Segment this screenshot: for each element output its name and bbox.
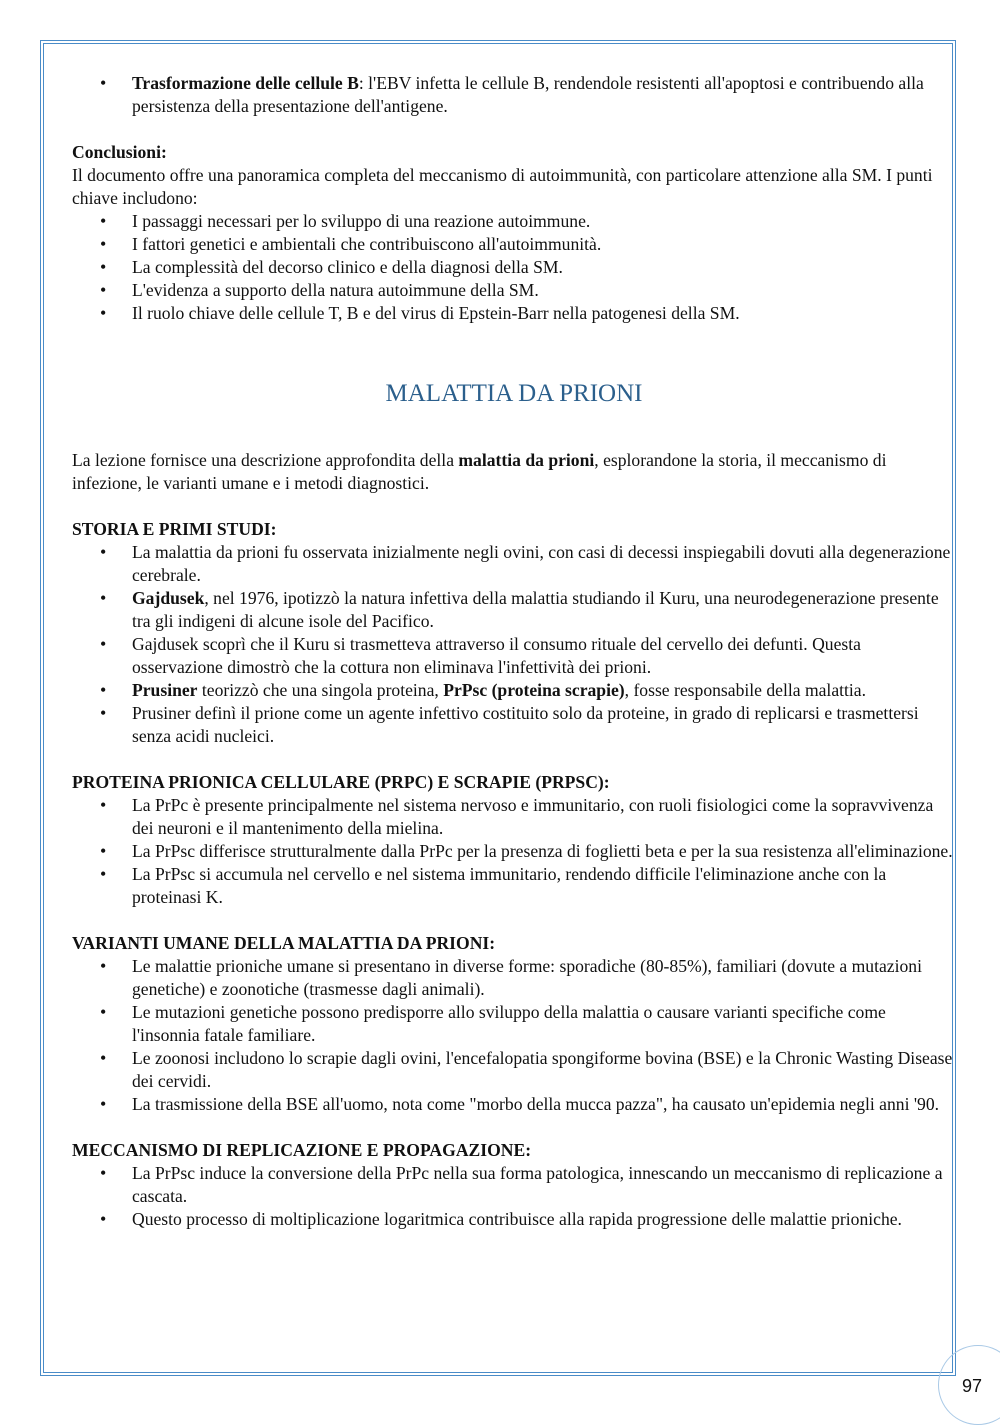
list-item-text: : l'EBV infetta le cellule B, rendendole resistenti all'apoptosi e contribuendo alla persistenza della presentazione dell'antigene. bbox=[132, 73, 924, 116]
conclusions-intro: Il documento offre una panoramica completa del meccanismo di autoimmunità, con particolare attenzione alla SM. I punti chiave includono: bbox=[72, 165, 933, 208]
page-number: 97 bbox=[962, 1376, 983, 1396]
list-item-text: , nel 1976, ipotizzò la natura infettiva della malattia studiando il Kuru, una neurodegenerazione presente tra gli indigeni di alcune isole del Pacifico. bbox=[132, 588, 939, 631]
bold-term: PrPsc (proteina scrapie) bbox=[443, 680, 625, 700]
list-item: • La PrPsc induce la conversione della PrPc nella sua forma patologica, innescando un meccanismo di replicazione a cascata. bbox=[72, 1162, 956, 1208]
bold-term: Gajdusek bbox=[132, 588, 205, 608]
list-item: • Le malattie prioniche umane si presentano in diverse forme: sporadiche (80-85%), familiari (dovute a mutazioni genetiche) e zoonotiche (trasmesse dagli animali). bbox=[72, 955, 956, 1001]
meccanismo-list bbox=[72, 1162, 956, 1231]
list-item: • Prusiner definì il prione come un agente infettivo costituito solo da proteine, in grado di replicarsi e trasmettersi senza acidi nucleici. bbox=[72, 702, 956, 748]
list-item bbox=[72, 679, 956, 702]
list-item-text: teorizzò che una singola proteina, bbox=[197, 680, 444, 700]
intro-text: La lezione fornisce una descrizione approfondita della bbox=[72, 450, 459, 470]
chapter-title: MALATTIA DA PRIONI bbox=[385, 380, 643, 407]
bold-term: Prusiner bbox=[132, 680, 198, 700]
list-item: • Gajdusek scoprì che il Kuru si trasmetteva attraverso il consumo rituale del cervello dei defunti. Questa osservazione dimostrò che la cottura non eliminava l'infettività dei prioni. bbox=[72, 633, 956, 679]
list-item: • Il ruolo chiave delle cellule T, B e del virus di Epstein-Barr nella patogenesi della SM. bbox=[72, 302, 956, 325]
page-content bbox=[72, 72, 956, 1231]
list-item: • La PrPsc differisce strutturalmente dalla PrPc per la presenza di foglietti beta e per la sua resistenza all'eliminazione. bbox=[72, 840, 956, 863]
list-item bbox=[72, 72, 956, 118]
list-item: • La trasmissione della BSE all'uomo, nota come "morbo della mucca pazza", ha causato un'epidemia negli anni '90. bbox=[72, 1093, 956, 1116]
list-item-text: , fosse responsabile della malattia. bbox=[624, 680, 867, 700]
chapter-intro bbox=[72, 449, 956, 495]
list-item: • I passaggi necessari per lo sviluppo di una reazione autoimmune. bbox=[72, 210, 956, 233]
section-heading-proteina: PROTEINA PRIONICA CELLULARE (PRPC) E SCRAPIE (PRPSC): bbox=[72, 772, 610, 792]
intro-text: , esplorandone la storia, il meccanismo di infezione, le varianti umane e i metodi diagnostici. bbox=[72, 450, 887, 493]
conclusions-list bbox=[72, 210, 956, 325]
list-item: • Questo processo di moltiplicazione logaritmica contribuisce alla rapida progressione delle malattie prioniche. bbox=[72, 1208, 956, 1231]
section-heading-meccanismo: MECCANISMO DI REPLICAZIONE E PROPAGAZIONE: bbox=[72, 1140, 532, 1160]
section-heading-varianti: VARIANTI UMANE DELLA MALATTIA DA PRIONI: bbox=[72, 933, 496, 953]
list-item bbox=[72, 587, 956, 633]
list-item: • La complessità del decorso clinico e della diagnosi della SM. bbox=[72, 256, 956, 279]
section-heading-storia: STORIA E PRIMI STUDI: bbox=[72, 519, 277, 539]
conclusions-heading: Conclusioni: bbox=[72, 142, 167, 162]
proteina-list bbox=[72, 794, 956, 909]
list-item: • Le mutazioni genetiche possono predisporre allo sviluppo della malattia o causare varianti specifiche come l'insonnia fatale familiare. bbox=[72, 1001, 956, 1047]
storia-list bbox=[72, 541, 956, 748]
list-item: • L'evidenza a supporto della natura autoimmune della SM. bbox=[72, 279, 956, 302]
list-item: • Le zoonosi includono lo scrapie dagli ovini, l'encefalopatia spongiforme bovina (BSE) e la Chronic Wasting Disease dei cervidi. bbox=[72, 1047, 956, 1093]
intro-list bbox=[72, 72, 956, 118]
list-item: • La malattia da prioni fu osservata inizialmente negli ovini, con casi di decessi inspiegabili dovuti alla degenerazione cerebrale. bbox=[72, 541, 956, 587]
bold-term: Trasformazione delle cellule B bbox=[132, 73, 359, 93]
list-item: • La PrPc è presente principalmente nel sistema nervoso e immunitario, con ruoli fisiologici come la sopravvivenza dei neuroni e il mantenimento della mielina. bbox=[72, 794, 956, 840]
list-item: • La PrPsc si accumula nel cervello e nel sistema immunitario, rendendo difficile l'eliminazione anche con la proteinasi K. bbox=[72, 863, 956, 909]
list-item: • I fattori genetici e ambientali che contribuiscono all'autoimmunità. bbox=[72, 233, 956, 256]
bold-term: malattia da prioni bbox=[458, 450, 595, 470]
varianti-list bbox=[72, 955, 956, 1116]
